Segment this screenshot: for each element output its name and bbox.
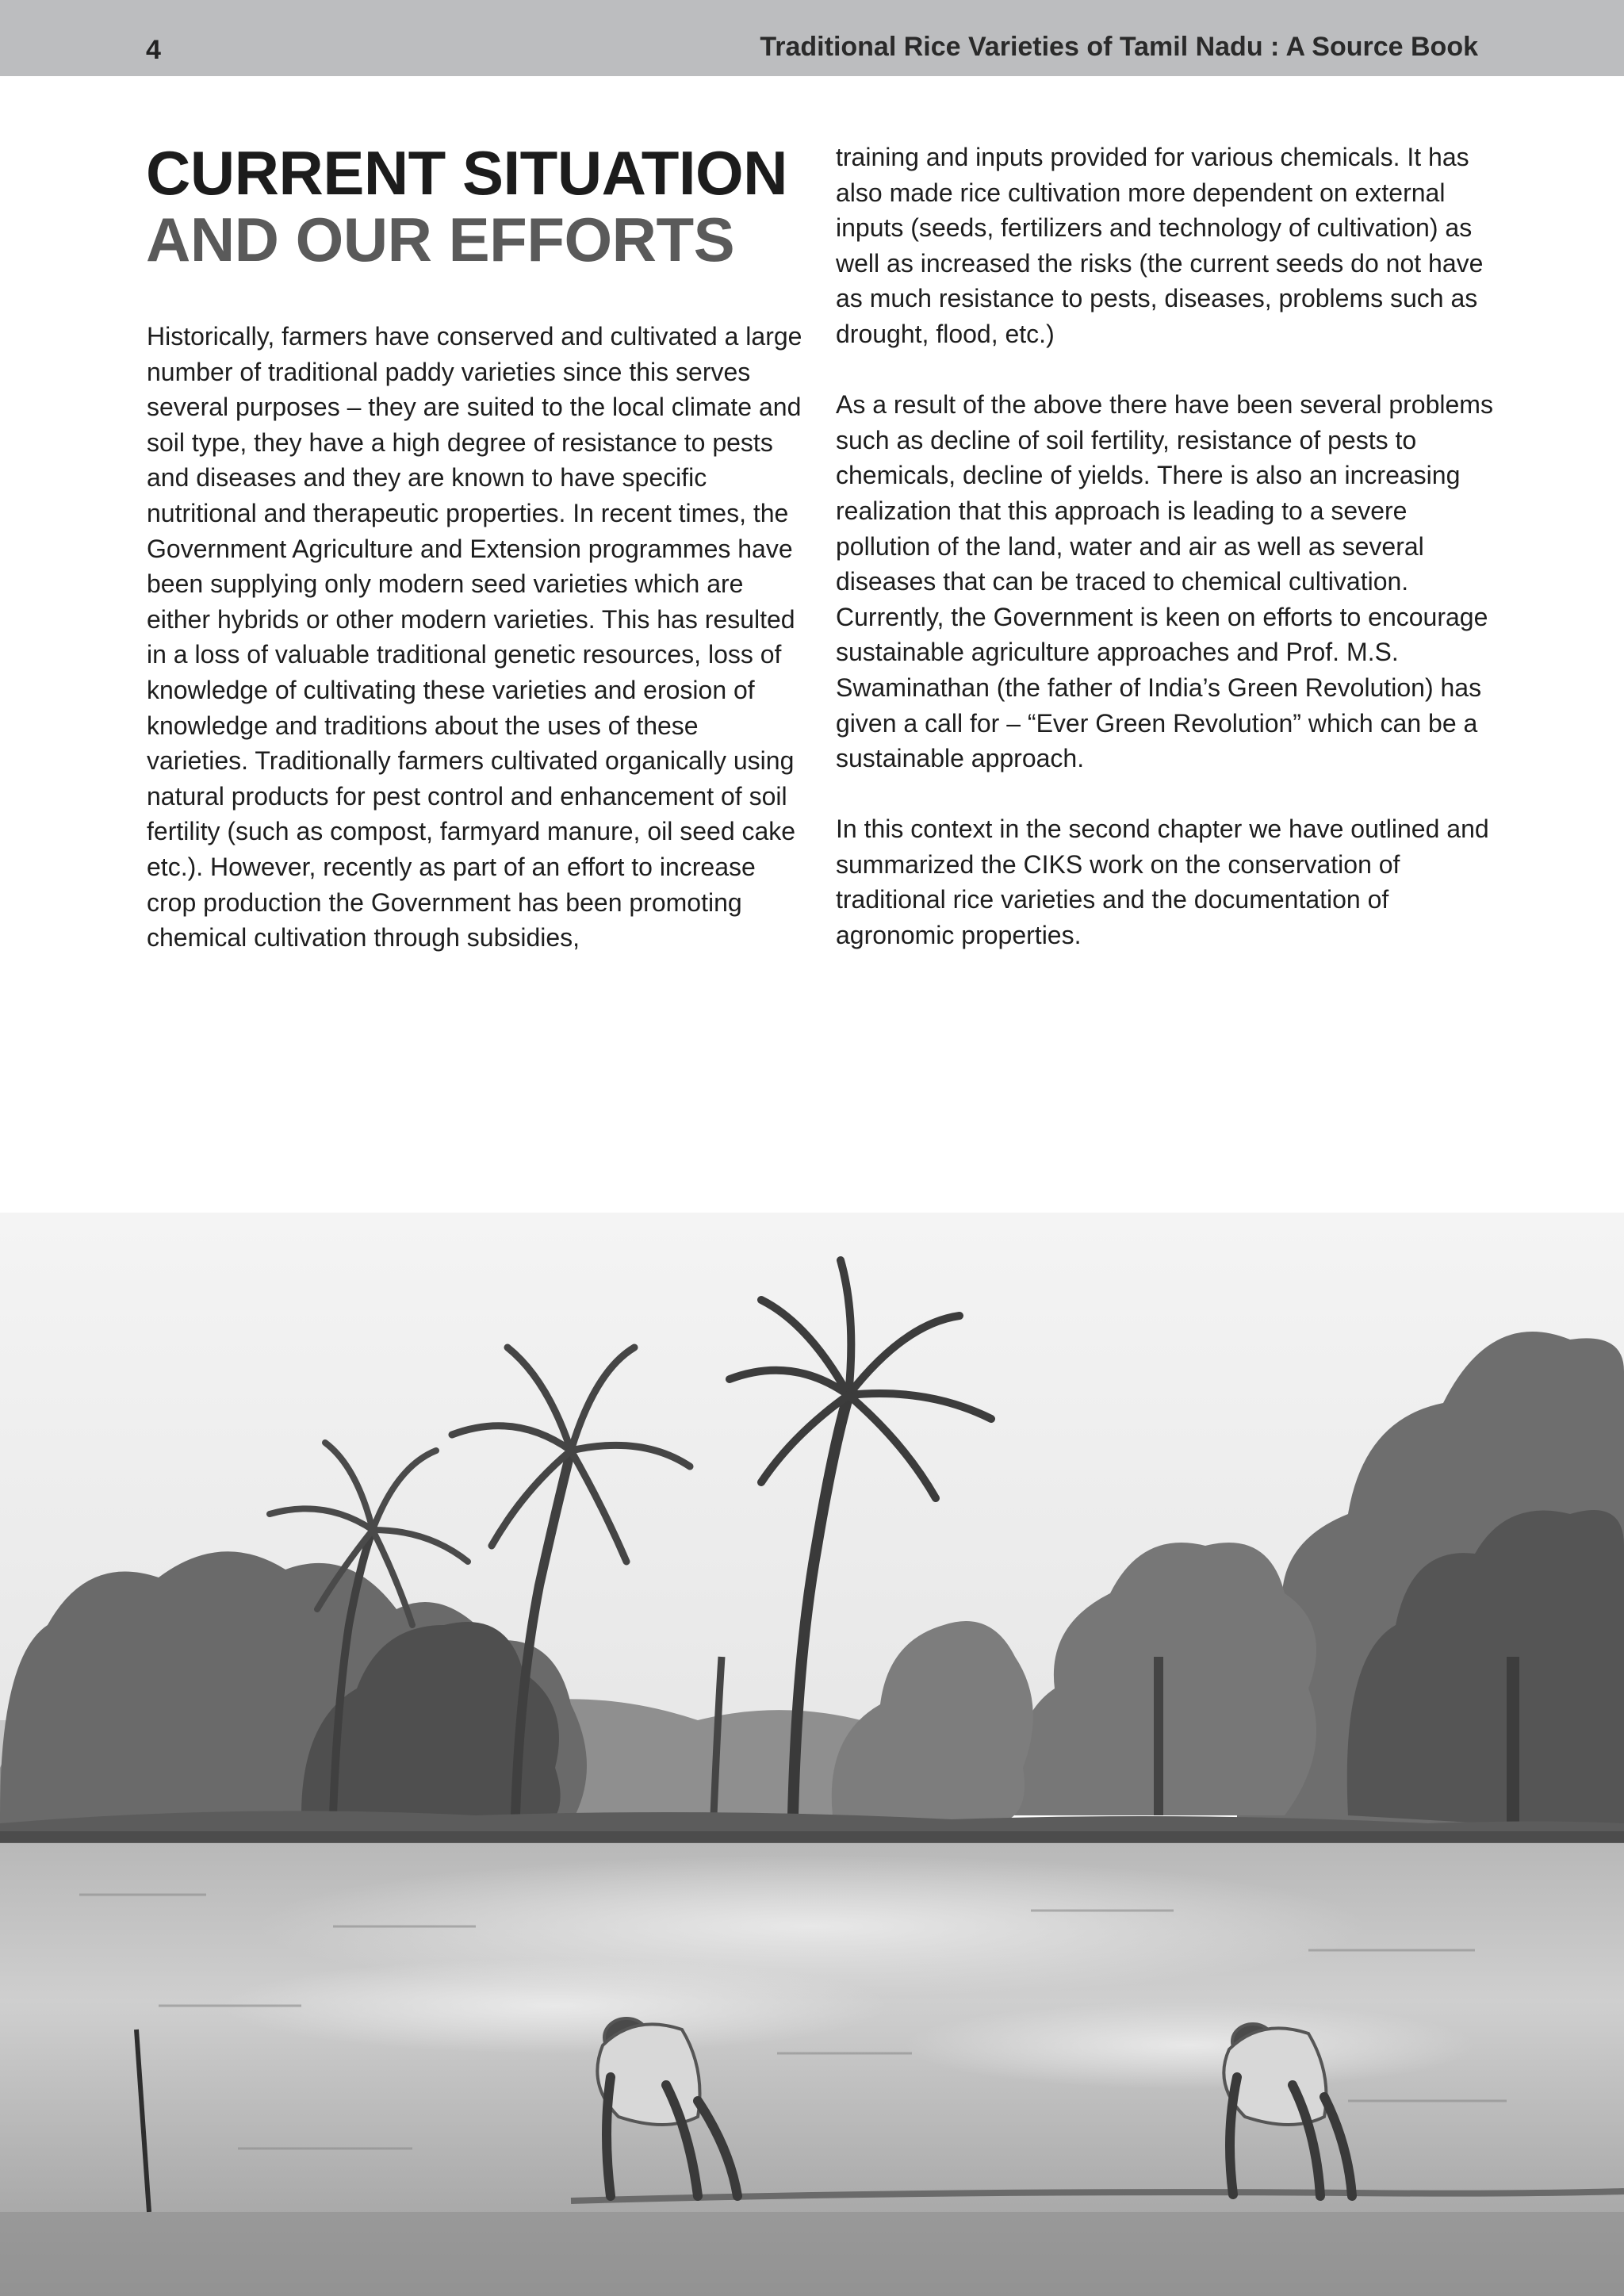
section-title <box>146 140 812 273</box>
text-column-right <box>836 140 1494 988</box>
paragraph: training and inputs provided for various chemicals. It has also made rice cultivation more dependent on external inputs (seeds, fertilizers and technology of cultivation) as well as increased the risks (the current seeds do not have as much resistance to pests, diseases, problems such as drought, flood, etc.) <box>836 143 1484 348</box>
paddy-field-photo <box>0 1213 1624 2296</box>
paragraph: In this context in the second chapter we have outlined and summarized the CIKS work on the conservation of traditional rice varieties and the documentation of agronomic properties. <box>836 815 1489 950</box>
paragraph: Historically, farmers have conserved and cultivated a large number of traditional paddy varieties since this serves several purposes – they are suited to the local climate and soil type, they have a high degree of resistance to pests and diseases and they are known to have specific nutritional and therapeutic properties. In recent times, the Government Agriculture and Extension programmes have been supplying only modern seed varieties which are either hybrids or other modern varieties. This has resulted in a loss of valuable traditional genetic resources, loss of knowledge of cultivating these varieties and erosion of knowledge and traditions about the uses of these varieties. Traditionally farmers cultivated organically using natural products for pest control and enhancement of soil fertility (such as compost, farmyard manure, oil seed cake etc.). However, recently as part of an effort to increase crop production the Government has been promoting chemical cultivation through subsidies, <box>147 322 802 953</box>
section-title-line-2: AND OUR EFFORTS <box>146 205 735 274</box>
page-number: 4 <box>146 35 161 65</box>
text-column-left <box>147 319 805 991</box>
section-title-line-1: CURRENT SITUATION <box>146 138 788 208</box>
running-title: Traditional Rice Varieties of Tamil Nadu : A Source Book <box>760 32 1478 62</box>
paragraph: As a result of the above there have been several problems such as decline of soil fertility, resistance of pests to chemicals, decline of yields. There is also an increasing realization that this approach is leading to a severe pollution of the land, water and air as well as several diseases that can be traced to chemical cultivation. Currently, the Government is keen on efforts to encourage sustainable agriculture approaches and Prof. M.S. Swaminathan (the father of India’s Green Revolution) has given a call for – “Ever Green Revolution” which can be a sustainable approach. <box>836 390 1493 773</box>
